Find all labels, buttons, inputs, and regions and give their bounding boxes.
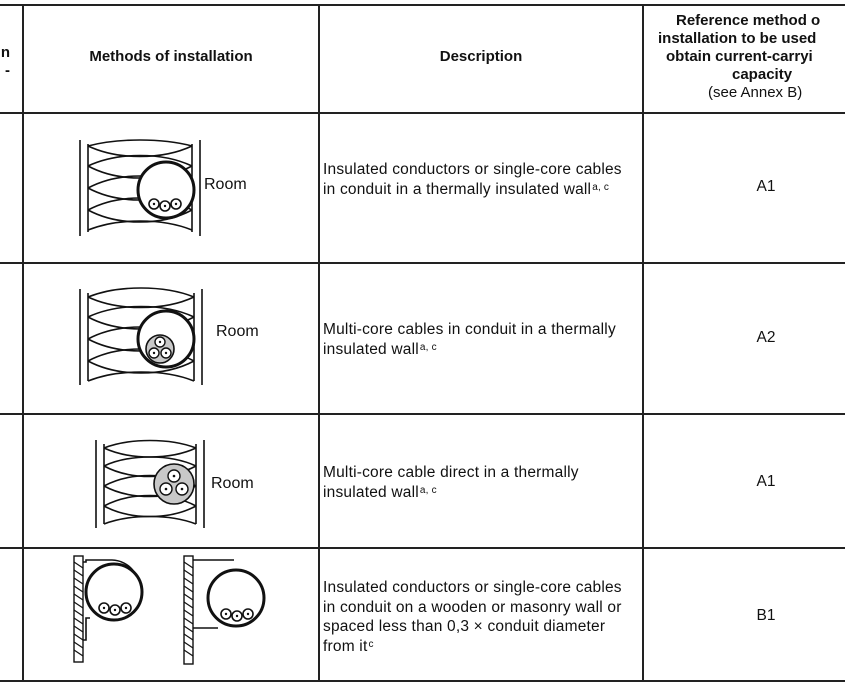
column-divider — [22, 4, 24, 682]
footnote-ref: a, c — [419, 484, 437, 496]
header-reference-line: obtain current-carryi — [666, 48, 813, 65]
header-reference-line: Reference method o — [676, 12, 821, 29]
header-divider — [0, 112, 845, 114]
row-description — [323, 463, 635, 502]
reference-method-value: A2 — [756, 329, 776, 346]
conduit-on-wall-icon — [72, 556, 272, 668]
row-divider — [0, 547, 845, 549]
header-reference-sub: (see Annex B) — [708, 84, 803, 101]
description-text: Insulated conductors or single-core cables in conduit in a thermally insulated wall — [323, 161, 622, 198]
header-fragment-text: - — [5, 62, 10, 79]
footnote-ref: a, c — [592, 181, 610, 193]
room-label: Room — [216, 323, 259, 340]
room-label: Room — [211, 475, 254, 492]
footnote-ref: a, c — [419, 341, 437, 353]
reference-method-value: A1 — [756, 178, 776, 195]
room-label: Room — [204, 176, 247, 193]
reference-method-value: A1 — [756, 473, 776, 490]
multicore-conduit-in-insulated-wall-icon — [78, 289, 210, 385]
description-text: Multi-core cable direct in a thermally insulated wall — [323, 464, 579, 501]
table-border-bottom — [0, 680, 845, 682]
row-description — [323, 578, 635, 656]
header-reference-line: capacity — [732, 66, 793, 83]
header-description: Description — [439, 48, 523, 65]
header-reference-method — [652, 12, 845, 102]
header-reference-line: installation to be used — [658, 30, 817, 47]
table-border-top — [0, 4, 845, 6]
description-text: Insulated conductors or single-core cables in conduit on a wooden or masonry wall or spaced less than 0,3 × conduit diameter from it — [323, 579, 622, 655]
row-divider — [0, 413, 845, 415]
header-left-fragment — [0, 44, 10, 80]
column-divider — [318, 4, 320, 682]
row-description — [323, 160, 635, 199]
conduit-in-insulated-wall-icon — [78, 140, 208, 236]
row-divider — [0, 262, 845, 264]
description-text: Multi-core cables in conduit in a thermally insulated wall — [323, 321, 616, 358]
header-methods: Methods of installation — [89, 48, 253, 65]
row-description — [323, 320, 635, 359]
header-fragment-text: n — [0, 44, 10, 61]
footnote-ref: c — [368, 638, 374, 650]
multicore-direct-insulated-wall-icon — [94, 440, 212, 528]
reference-method-value: B1 — [756, 607, 776, 624]
